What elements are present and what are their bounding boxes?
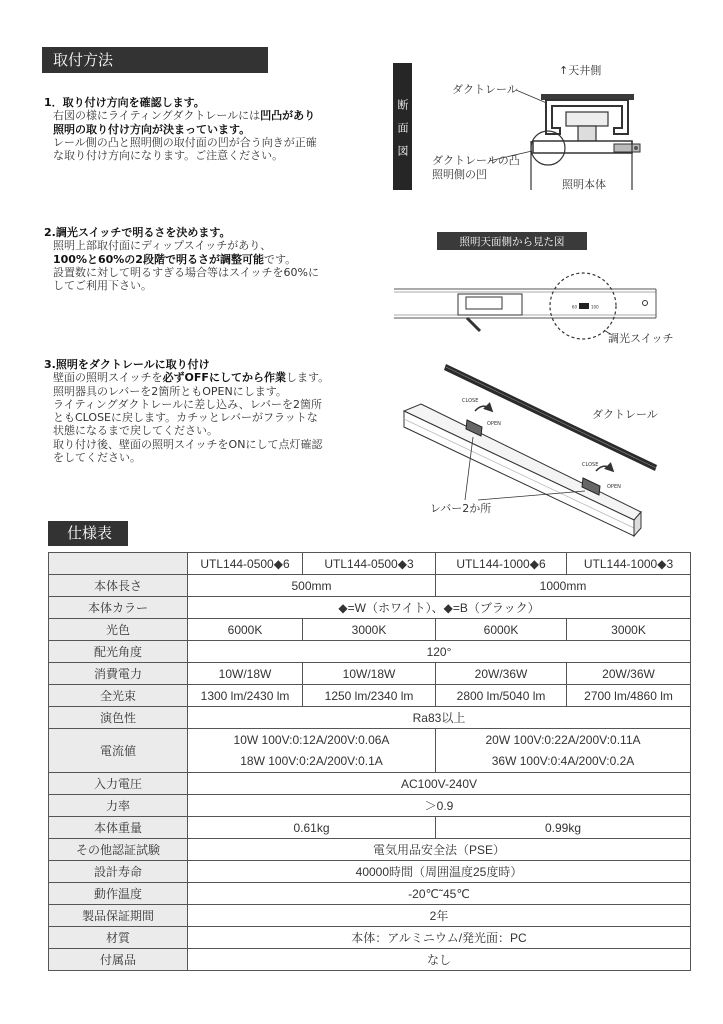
step-text-bold: 必ずOFFにしてから作業 xyxy=(162,371,286,385)
spec-value: 40000時間（周囲温度25度時） xyxy=(188,861,691,883)
open-label-1: OPEN xyxy=(487,421,501,427)
step-line: 取り付け後、壁面の照明スイッチをONにして点灯確認 xyxy=(53,437,323,451)
spec-value: 6000K xyxy=(436,619,567,641)
lever-bracket-inner xyxy=(466,297,502,309)
step-line: してご利用下さい。 xyxy=(53,279,152,293)
spec-section-title: 仕様表 xyxy=(48,521,128,546)
model-name: UTL144-0500◆6 xyxy=(188,553,303,575)
spec-value: 3000K xyxy=(567,619,691,641)
current-line: 18W 100V:0:2A/200V:0.1A xyxy=(240,753,383,768)
spec-value: 0.99kg xyxy=(436,817,691,839)
cross-section-tag-text: 断面図 xyxy=(396,99,409,168)
rail-convex-label: ダクトレールの凸 xyxy=(432,154,520,167)
spec-label: 入力電圧 xyxy=(49,773,188,795)
mounting-diagram xyxy=(404,364,658,536)
spec-label: 製品保証期間 xyxy=(49,905,188,927)
step-line-bold: 照明の取り付け方向が決まっています。 xyxy=(53,122,251,136)
step-heading: 3.照明をダクトレールに取り付け xyxy=(44,358,210,371)
spec-label: 本体カラー xyxy=(49,597,188,619)
step-line: な取り付け方向になります。ご注意ください。 xyxy=(53,149,284,163)
open-label-2: OPEN xyxy=(607,484,621,490)
bolt-head xyxy=(634,146,638,150)
spec-row-length xyxy=(49,575,691,597)
model-name: UTL144-1000◆3 xyxy=(567,553,691,575)
spec-label: 電流値 xyxy=(49,729,188,773)
close-label-2: CLOSE xyxy=(582,462,599,468)
spec-label: 全光束 xyxy=(49,685,188,707)
spec-row-power-factor xyxy=(49,795,691,817)
step-line: 設置数に対して明るすぎる場合等はスイッチを60%に xyxy=(53,265,320,279)
ceiling-side-label: ↑天井側 xyxy=(559,64,602,77)
rotate-arrow-2 xyxy=(596,466,612,471)
spec-value: 120° xyxy=(188,641,691,663)
step-text-bold: 凹凸があり xyxy=(260,109,316,123)
spec-label: 消費電力 xyxy=(49,663,188,685)
spec-row-color xyxy=(49,597,691,619)
light-body-label: 照明本体 xyxy=(562,178,606,191)
step-line: をしてください。 xyxy=(53,451,141,465)
spec-value: 2年 xyxy=(188,905,691,927)
step-line: レール側の凸と照明側の取付面の凹が合う向きが正確 xyxy=(53,135,317,149)
spec-value: 電気用品安全法（PSE） xyxy=(188,839,691,861)
spec-row-luminous-flux xyxy=(49,685,691,707)
spec-value xyxy=(188,729,436,773)
lever-handle xyxy=(467,318,480,331)
spec-value: 1300 lm/2430 lm xyxy=(188,685,303,707)
spec-label: 光色 xyxy=(49,619,188,641)
spec-row-input-voltage xyxy=(49,773,691,795)
spec-label: 設計寿命 xyxy=(49,861,188,883)
spec-row-material xyxy=(49,927,691,949)
spec-value: ＞0.9 xyxy=(188,795,691,817)
spec-label: 付属品 xyxy=(49,949,188,971)
step-heading: 2.調光スイッチで明るさを決めます。 xyxy=(44,226,231,239)
step-line: 照明上部取付面にディップスイッチがあり、 xyxy=(53,239,272,253)
spec-row-current xyxy=(49,729,691,773)
spec-row-light-color xyxy=(49,619,691,641)
spec-label: 本体重量 xyxy=(49,817,188,839)
step-text-bold: 100%と60%の2段階で明るさが調整可能 xyxy=(53,252,264,266)
spec-row-cri xyxy=(49,707,691,729)
spec-row-weight xyxy=(49,817,691,839)
spec-value: 10W/18W xyxy=(303,663,436,685)
current-line: 10W 100V:0:12A/200V:0.06A xyxy=(233,732,390,747)
adapter-head xyxy=(566,112,608,126)
spec-value: 本体：アルミニウム/発光面：PC xyxy=(188,927,691,949)
step-text: 壁面の照明スイッチを xyxy=(53,371,163,385)
spec-row-lifetime xyxy=(49,861,691,883)
spec-label: 演色性 xyxy=(49,707,188,729)
spec-row-power xyxy=(49,663,691,685)
spec-value: Ra83以上 xyxy=(188,707,691,729)
spec-header-corner xyxy=(49,553,188,575)
spec-row-beam-angle xyxy=(49,641,691,663)
install-section-title: 取付方法 xyxy=(42,47,268,73)
spec-row-operating-temp xyxy=(49,883,691,905)
mounting-rail-label: ダクトレール xyxy=(592,408,658,421)
light-concave-label: 照明側の凹 xyxy=(432,168,487,181)
spec-value xyxy=(436,729,691,773)
switch-high-label: 100 xyxy=(591,304,599,310)
step-line: ともCLOSEに戻します。カチッとレバーがフラットな xyxy=(53,411,318,425)
spec-value: 1250 lm/2340 lm xyxy=(303,685,436,707)
spec-table xyxy=(48,552,691,971)
adapter-neck xyxy=(578,126,596,141)
spec-value: 2800 lm/5040 lm xyxy=(436,685,567,707)
top-view-caption: 照明天面側から見た図 xyxy=(459,236,565,248)
close-label-1: CLOSE xyxy=(462,398,479,404)
screw-hole xyxy=(643,301,648,306)
step-line: 状態になるまで戻してください。 xyxy=(53,424,218,438)
step-text: です。 xyxy=(263,252,297,266)
spec-value: 500mm xyxy=(188,575,436,597)
rail-label: ダクトレール xyxy=(452,83,518,96)
spec-label: 材質 xyxy=(49,927,188,949)
spec-value: 0.61kg xyxy=(188,817,436,839)
spec-value: 6000K xyxy=(188,619,303,641)
model-name: UTL144-0500◆3 xyxy=(303,553,436,575)
spec-row-certification xyxy=(49,839,691,861)
spec-value: 3000K xyxy=(303,619,436,641)
spec-label: 配光角度 xyxy=(49,641,188,663)
spec-row-warranty xyxy=(49,905,691,927)
spec-value: -20℃˜45℃ xyxy=(188,883,691,905)
dip-switch xyxy=(579,303,589,309)
step-text: 右図の様にライティングダクトレールには xyxy=(53,109,261,123)
dimmer-switch-label: 調光スイッチ xyxy=(608,332,674,345)
spec-value: 2700 lm/4860 lm xyxy=(567,685,691,707)
spec-label: その他認証試験 xyxy=(49,839,188,861)
spec-value: なし xyxy=(188,949,691,971)
spec-header-row xyxy=(49,553,691,575)
step-line: 照明器具のレバーを2箇所ともOPENにします。 xyxy=(53,384,287,398)
step-text: します。 xyxy=(285,371,330,385)
step-heading: 1．取り付け方向を確認します。 xyxy=(44,96,205,109)
spec-label: 動作温度 xyxy=(49,883,188,905)
spec-value: 20W/36W xyxy=(567,663,691,685)
step-line: ライティングダクトレールに差し込み、レバーを2箇所 xyxy=(53,397,323,411)
spec-value: 1000mm xyxy=(436,575,691,597)
top-view-diagram xyxy=(394,232,674,345)
spec-value: ◆=W（ホワイト）、◆=B（ブラック） xyxy=(188,597,691,619)
spec-row-accessories xyxy=(49,949,691,971)
spec-label: 本体長さ xyxy=(49,575,188,597)
spec-value: AC100V-240V xyxy=(188,773,691,795)
model-name: UTL144-1000◆6 xyxy=(436,553,567,575)
cross-section-diagram xyxy=(432,63,640,191)
spec-label: 力率 xyxy=(49,795,188,817)
spec-value: 10W/18W xyxy=(188,663,303,685)
current-line: 20W 100V:0:22A/200V:0.11A xyxy=(485,732,641,747)
switch-low-label: 60 xyxy=(571,304,577,310)
spec-value: 20W/36W xyxy=(436,663,567,685)
levers-label: レバー2か所 xyxy=(430,502,492,515)
rotate-arrow-1 xyxy=(475,406,491,411)
current-line: 36W 100V:0:4A/200V:0.2A xyxy=(491,753,635,768)
